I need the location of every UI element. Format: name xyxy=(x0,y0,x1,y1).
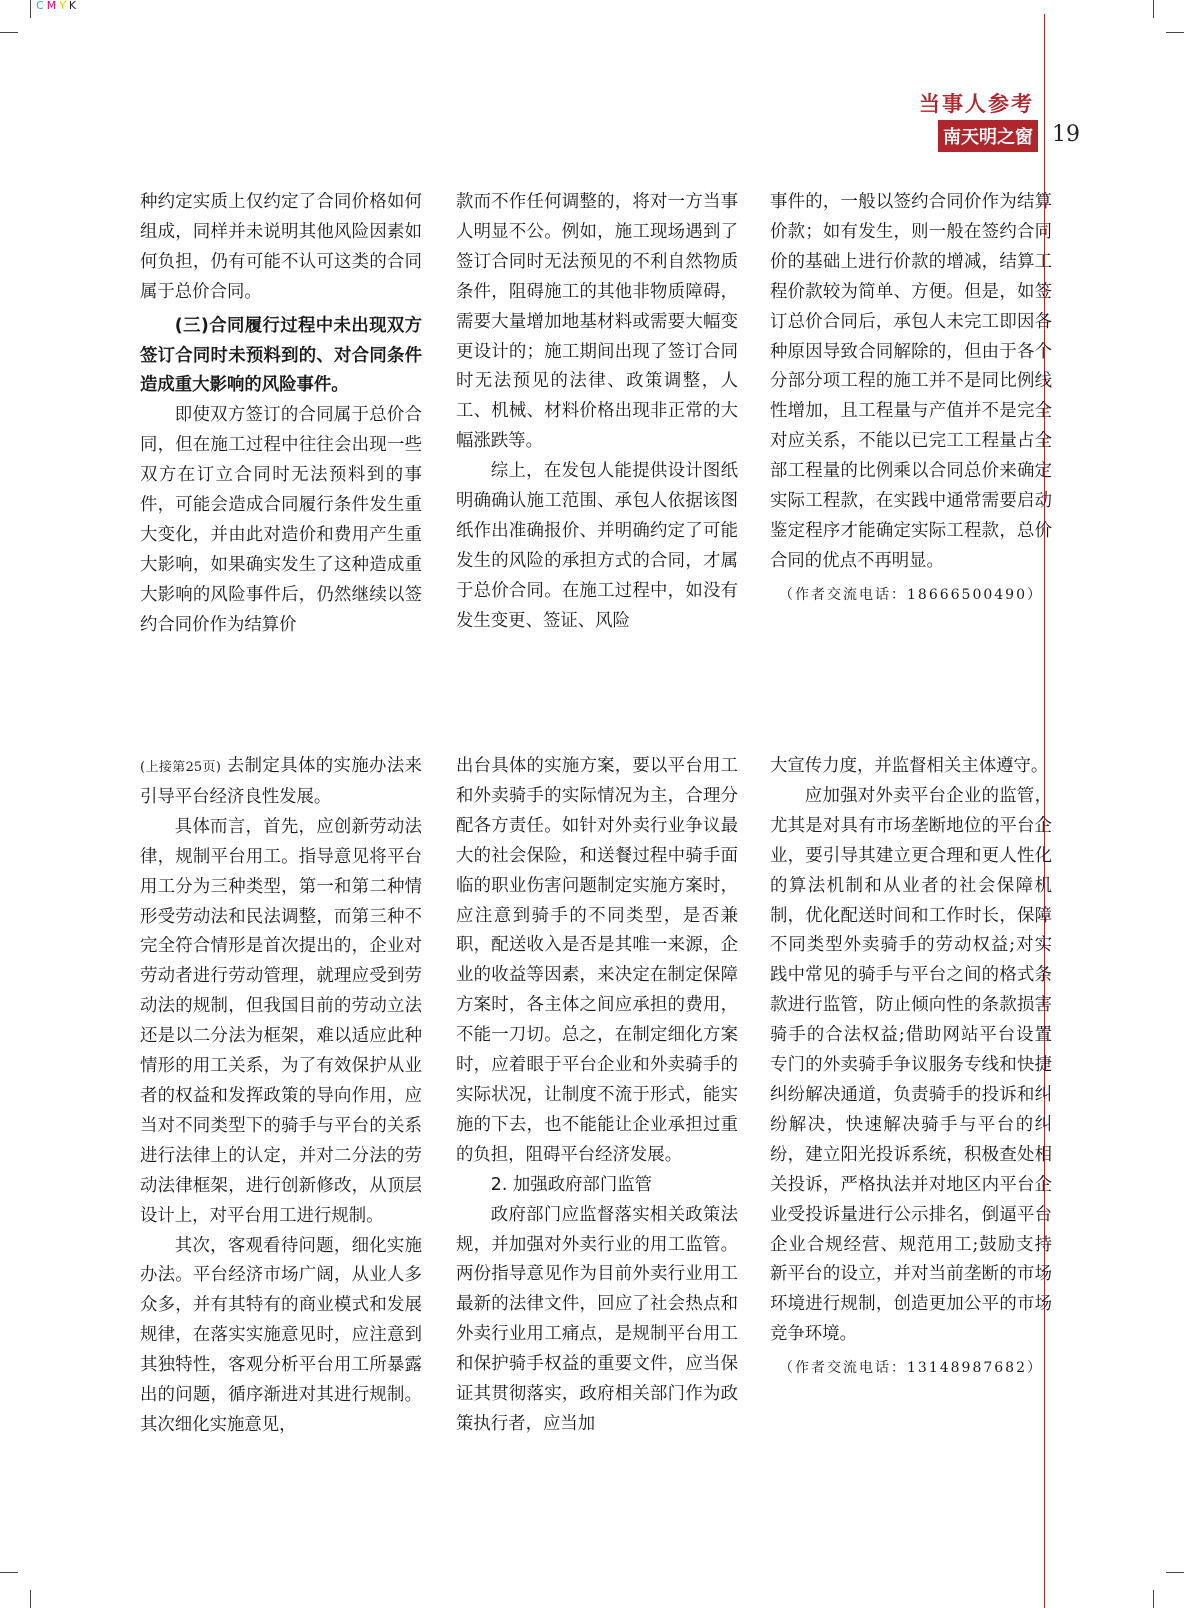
paragraph: (上接第25页) 去制定具体的实施办法来引导平台经济良性发展。 xyxy=(140,756,422,807)
section-title: 当事人参考 xyxy=(919,92,1034,116)
crop-mark xyxy=(0,32,18,33)
article2-column-1 xyxy=(140,752,422,1441)
article2-column-3 xyxy=(770,752,1052,1384)
crop-mark xyxy=(0,1572,18,1573)
crop-mark xyxy=(1166,32,1184,33)
cmyk-registration-mark: CMYK xyxy=(36,0,80,12)
paragraph: 政府部门应监督落实相关政策法规，并加强对外卖行业的用工监管。两份指导意见作为目前外卖行业用工最新的法律文件，回应了社会热点和外卖行业用工痛点，是规制平台用工和保护骑手权益的重要文件，应当保证其贯彻落实，政府相关部门作为政策执行者，应当加 xyxy=(456,1204,738,1434)
paragraph: 综上，在发包人能提供设计图纸明确确认施工范围、承包人依据该图纸作出准确报价、并明确约定了可能发生的风险的承担方式的合同，才属于总价合同。在施工过程中，如没有发生变更、签证、风险 xyxy=(456,461,738,631)
crop-mark xyxy=(1166,1572,1184,1573)
column-name-box: 南天明之窗 xyxy=(938,120,1038,152)
author-contact: （作者交流电话：18666500490） xyxy=(779,586,1043,603)
section-heading: (三)合同履行过程中未出现双方签订合同时未预料到的、对合同条件造成重大影响的风险事件。 xyxy=(140,315,422,396)
article1-column-3 xyxy=(770,188,1052,611)
section-heading: 2. 加强政府部门监管 xyxy=(490,1174,653,1195)
crop-mark xyxy=(30,1590,31,1608)
article1-column-2 xyxy=(456,188,738,637)
paragraph: 大宣传力度，并监督相关主体遵守。 xyxy=(770,756,1049,776)
page-number: 19 xyxy=(1052,122,1080,147)
paragraph: 即使双方签订的合同属于总价合同，但在施工过程中往往会出现一些双方在订立合同时无法预料到的事件，可能会造成合同履行条件发生重大变化，并由此对造价和费用产生重大影响，如果确实发生了这种造成重大影响的风险事件后，仍然继续以签约合同价作为结算价 xyxy=(140,405,422,635)
crop-mark xyxy=(30,0,31,18)
paragraph: 其次，客观看待问题，细化实施办法。平台经济市场广阔，从业人多众多，并有其特有的商业模式和发展规律，在落实实施意见时，应注意到其独特性，客观分析平台用工所暴露出的问题，循序渐进对其进行规制。其次细化实施意见， xyxy=(140,1235,422,1435)
article2-column-2 xyxy=(456,752,738,1440)
paragraph: 款而不作任何调整的，将对一方当事人明显不公。例如，施工现场遇到了签订合同时无法预见的不利自然物质条件，阻碍施工的其他非物质障碍，需要大量增加地基材料或需要大幅变更设计的；施工期间出现了签订合同时无法预见的法律、政策调整，人工、机械、材料价格出现非正常的大幅涨跌等。 xyxy=(456,192,738,452)
paragraph: 种约定实质上仅约定了合同价格如何组成，同样并未说明其他风险因素如何负担，仍有可能不认可这类的合同属于总价合同。 xyxy=(140,192,422,302)
paragraph: 出台具体的实施方案，要以平台用工和外卖骑手的实际情况为主，合理分配各方责任。如针对外卖行业争议最大的社会保险，和送餐过程中骑手面临的职业伤害问题制定实施方案时，应注意到骑手的不同类型，是否兼职，配送收入是否是其唯一来源，企业的收益等因素，来决定在制定保障方案时，各主体之间应承担的费用，不能一刀切。总之，在制定细化方案时，应着眼于平台企业和外卖骑手的实际状况，让制度不流于形式，能实施的下去，也不能能让企业承担过重的负担，阻碍平台经济发展。 xyxy=(456,756,738,1165)
author-contact: （作者交流电话：13148987682） xyxy=(779,1360,1043,1377)
crop-mark xyxy=(1153,1590,1154,1608)
paragraph: 具体而言，首先，应创新劳动法律，规制平台用工。指导意见将平台用工分为三种类型，第一和第二种情形受劳动法和民法调整，而第三种不完全符合情形是首次提出的，企业对劳动者进行劳动管理，就理应受到劳动法的规制，但我国目前的劳动立法还是以二分法为框架，难以适应此种情形的用工关系，为了有效保护从业者的权益和发挥政策的导向作用，应当对不同类型下的骑手与平台的关系进行法律上的认定，并对二分法的劳动法律框架，进行创新修改，从顶层设计上，对平台用工进行规制。 xyxy=(140,816,422,1226)
paragraph: 事件的，一般以签约合同价作为结算价款；如有发生，则一般在签约合同价的基础上进行价款的增减，结算工程价款较为简单、方便。但是，如签订总价合同后，承包人未完工即因各种原因导致合同解除的，但由于各个分部分项工程的施工并不是同比例线性增加，且工程量与产值并不是完全对应关系，不能以已完工工程量占全部工程量的比例乘以合同总价来确定实际工程款，在实践中通常需要启动鉴定程序才能确定实际工程款，总价合同的优点不再明显。 xyxy=(770,192,1052,571)
continuation-note: (上接第25页) xyxy=(140,760,221,775)
article1-column-1 xyxy=(140,188,422,641)
crop-mark xyxy=(1153,0,1154,18)
paragraph: 应加强对外卖平台企业的监管，尤其是对具有市场垄断地位的平台企业，要引导其建立更合理和更人性化的算法机制和从业者的社会保障机制，优化配送时间和工作时长，保障不同类型外卖骑手的劳动权益;对实践中常见的骑手与平台之间的格式条款进行监管，防止倾向性的条款损害骑手的合法权益;借助网站平台设置专门的外卖骑手争议服务专线和快捷纠纷解决通道，负责骑手的投诉和纠纷解决，快速解决骑手与平台的纠纷，建立阳光投诉系统，积极查处相关投诉，严格执法并对地区内平台企业受投诉量进行公示排名，倒逼平台企业合规经营、规范用工;鼓励支持新平台的设立，并对当前垄断的市场环境进行规制，创造更加公平的市场竞争环境。 xyxy=(770,785,1052,1345)
